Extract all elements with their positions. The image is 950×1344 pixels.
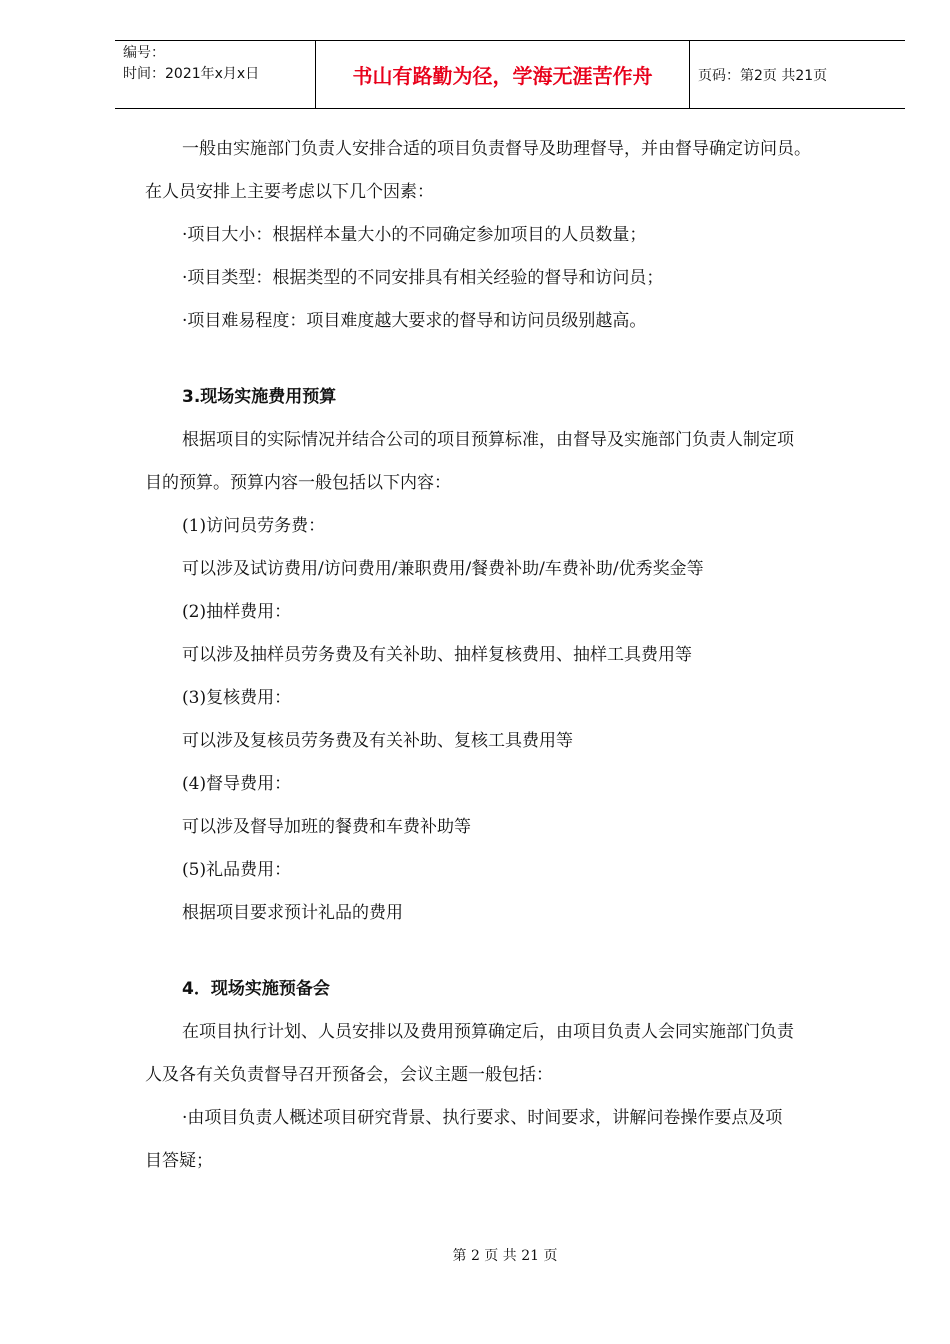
document-body — [145, 128, 880, 1183]
list-item-title: (3)复核费用： — [182, 688, 292, 708]
document-number: 编号： — [123, 45, 165, 61]
list-item-title: (1)访问员劳务费： — [182, 516, 326, 536]
list-item-desc: 可以涉及督导加班的餐费和车费补助等 — [182, 817, 471, 837]
paragraph: 根据项目的实际情况并结合公司的项目预算标准，由督导及实施部门负责人制定项 — [182, 430, 794, 450]
paragraph: 在人员安排上主要考虑以下几个因素： — [145, 182, 434, 202]
header-motto: 书山有路勤为径，学海无涯苦作舟 — [316, 41, 690, 108]
header-meta — [115, 41, 316, 108]
list-item-desc: 根据项目要求预计礼品的费用 — [182, 903, 403, 923]
document-time: 时间：2021年x月x日 — [123, 66, 260, 82]
paragraph: 一般由实施部门负责人安排合适的项目负责督导及助理督导，并由督导确定访问员。 — [182, 139, 811, 159]
page-header — [115, 40, 905, 109]
section-heading: 3.现场实施费用预算 — [182, 387, 337, 407]
list-item-desc: 可以涉及抽样员劳务费及有关补助、抽样复核费用、抽样工具费用等 — [182, 645, 692, 665]
list-item-desc: 可以涉及试访费用/访问费用/兼职费用/餐费补助/车费补助/优秀奖金等 — [182, 559, 704, 579]
paragraph: 目答疑； — [145, 1151, 213, 1171]
header-page-number: 页码：第2页 共21页 — [698, 67, 828, 84]
bullet-item: ·项目难易程度：项目难度越大要求的督导和访问员级别越高。 — [182, 311, 647, 331]
list-item-title: (4)督导费用： — [182, 774, 292, 794]
section-heading: 4．现场实施预备会 — [182, 979, 330, 999]
list-item-title: (5)礼品费用： — [182, 860, 292, 880]
list-item-desc: 可以涉及复核员劳务费及有关补助、复核工具费用等 — [182, 731, 573, 751]
list-item-title: (2)抽样费用： — [182, 602, 292, 622]
bullet-item: ·项目类型：根据类型的不同安排具有相关经验的督导和访问员； — [182, 268, 664, 288]
bullet-item: ·由项目负责人概述项目研究背景、执行要求、时间要求，讲解问卷操作要点及项 — [182, 1108, 783, 1128]
footer-page-number: 第 2 页 共 21 页 — [452, 1248, 558, 1264]
paragraph: 目的预算。预算内容一般包括以下内容： — [145, 473, 451, 493]
paragraph: 在项目执行计划、人员安排以及费用预算确定后，由项目负责人会同实施部门负责 — [182, 1022, 794, 1042]
bullet-item: ·项目大小：根据样本量大小的不同确定参加项目的人员数量； — [182, 225, 647, 245]
paragraph: 人及各有关负责督导召开预备会，会议主题一般包括： — [145, 1065, 553, 1085]
page-footer — [0, 1245, 950, 1265]
